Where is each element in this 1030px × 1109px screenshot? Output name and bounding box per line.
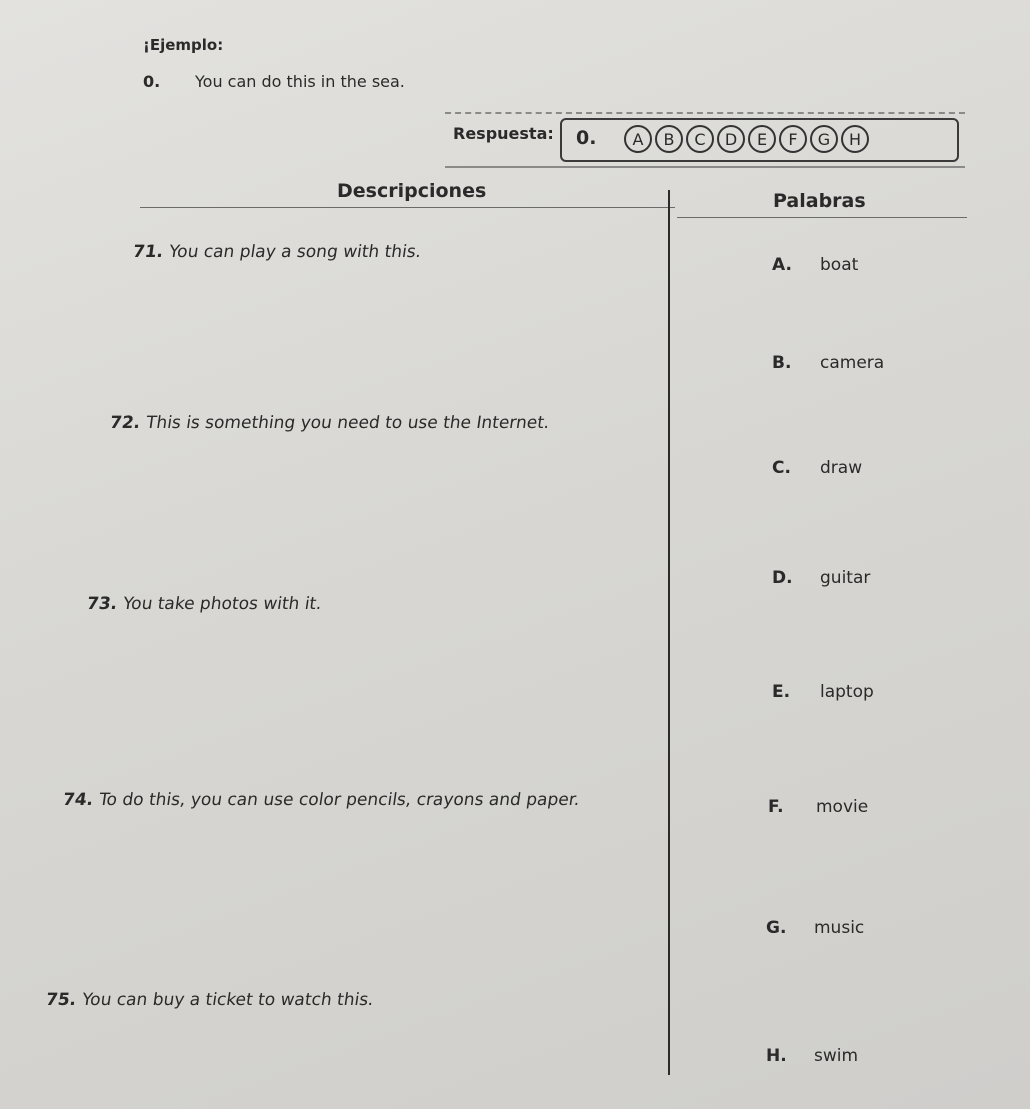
word-text: swim	[814, 1046, 859, 1066]
word-e	[772, 682, 874, 702]
bubble-g[interactable]: G	[810, 125, 838, 153]
bubble-f[interactable]: F	[779, 125, 807, 153]
answer-number: 0.	[576, 127, 597, 149]
description-75	[45, 990, 375, 1010]
word-letter: B.	[772, 353, 792, 373]
word-letter: C.	[772, 458, 791, 478]
word-letter: A.	[772, 255, 792, 275]
answer-bubbles	[624, 125, 869, 153]
word-letter: D.	[772, 568, 793, 588]
word-text: guitar	[820, 568, 871, 588]
description-text: You take photos with it.	[121, 594, 323, 614]
description-text: You can buy a ticket to watch this.	[80, 990, 375, 1010]
example-item	[143, 72, 405, 91]
description-number: 73.	[85, 594, 119, 614]
word-h	[766, 1046, 858, 1066]
header-underline-right	[677, 217, 967, 218]
example-title: ¡Ejemplo:	[143, 36, 224, 54]
example-text: You can do this in the sea.	[195, 72, 405, 91]
bubble-d[interactable]: D	[717, 125, 745, 153]
description-text: This is something you need to use the Internet.	[144, 413, 551, 433]
description-73	[86, 594, 323, 614]
word-letter: F.	[768, 797, 784, 817]
word-text: music	[814, 918, 865, 938]
word-text: movie	[816, 797, 869, 817]
bubble-c[interactable]: C	[686, 125, 714, 153]
word-d	[772, 568, 870, 588]
example-number: 0.	[143, 72, 161, 91]
header-underline-left	[140, 207, 675, 208]
word-letter: H.	[766, 1046, 787, 1066]
description-71	[132, 242, 423, 262]
description-number: 71.	[131, 242, 165, 262]
bubble-b[interactable]: B	[655, 125, 683, 153]
header-descriptions: Descripciones	[337, 180, 487, 202]
description-72	[109, 413, 551, 433]
word-text: boat	[820, 255, 859, 275]
bubble-a[interactable]: A	[624, 125, 652, 153]
word-text: laptop	[820, 682, 874, 702]
word-g	[766, 918, 864, 938]
answer-bubble-row	[560, 118, 959, 162]
header-words: Palabras	[773, 190, 866, 212]
bubble-e[interactable]: E	[748, 125, 776, 153]
word-a	[772, 255, 858, 275]
description-text: You can play a song with this.	[167, 242, 423, 262]
word-b	[772, 353, 884, 373]
description-number: 75.	[44, 990, 78, 1010]
word-letter: G.	[766, 918, 787, 938]
description-74	[62, 790, 581, 810]
word-text: camera	[820, 353, 885, 373]
word-letter: E.	[772, 682, 791, 702]
bubble-h[interactable]: H	[841, 125, 869, 153]
answer-label: Respuesta:	[453, 124, 554, 143]
word-text: draw	[820, 458, 863, 478]
description-text: To do this, you can use color pencils, crayons and paper.	[97, 790, 582, 810]
answer-box	[445, 112, 965, 168]
description-number: 74.	[61, 790, 95, 810]
word-f	[768, 797, 868, 817]
column-divider	[668, 190, 670, 1075]
description-number: 72.	[108, 413, 142, 433]
word-c	[772, 458, 862, 478]
